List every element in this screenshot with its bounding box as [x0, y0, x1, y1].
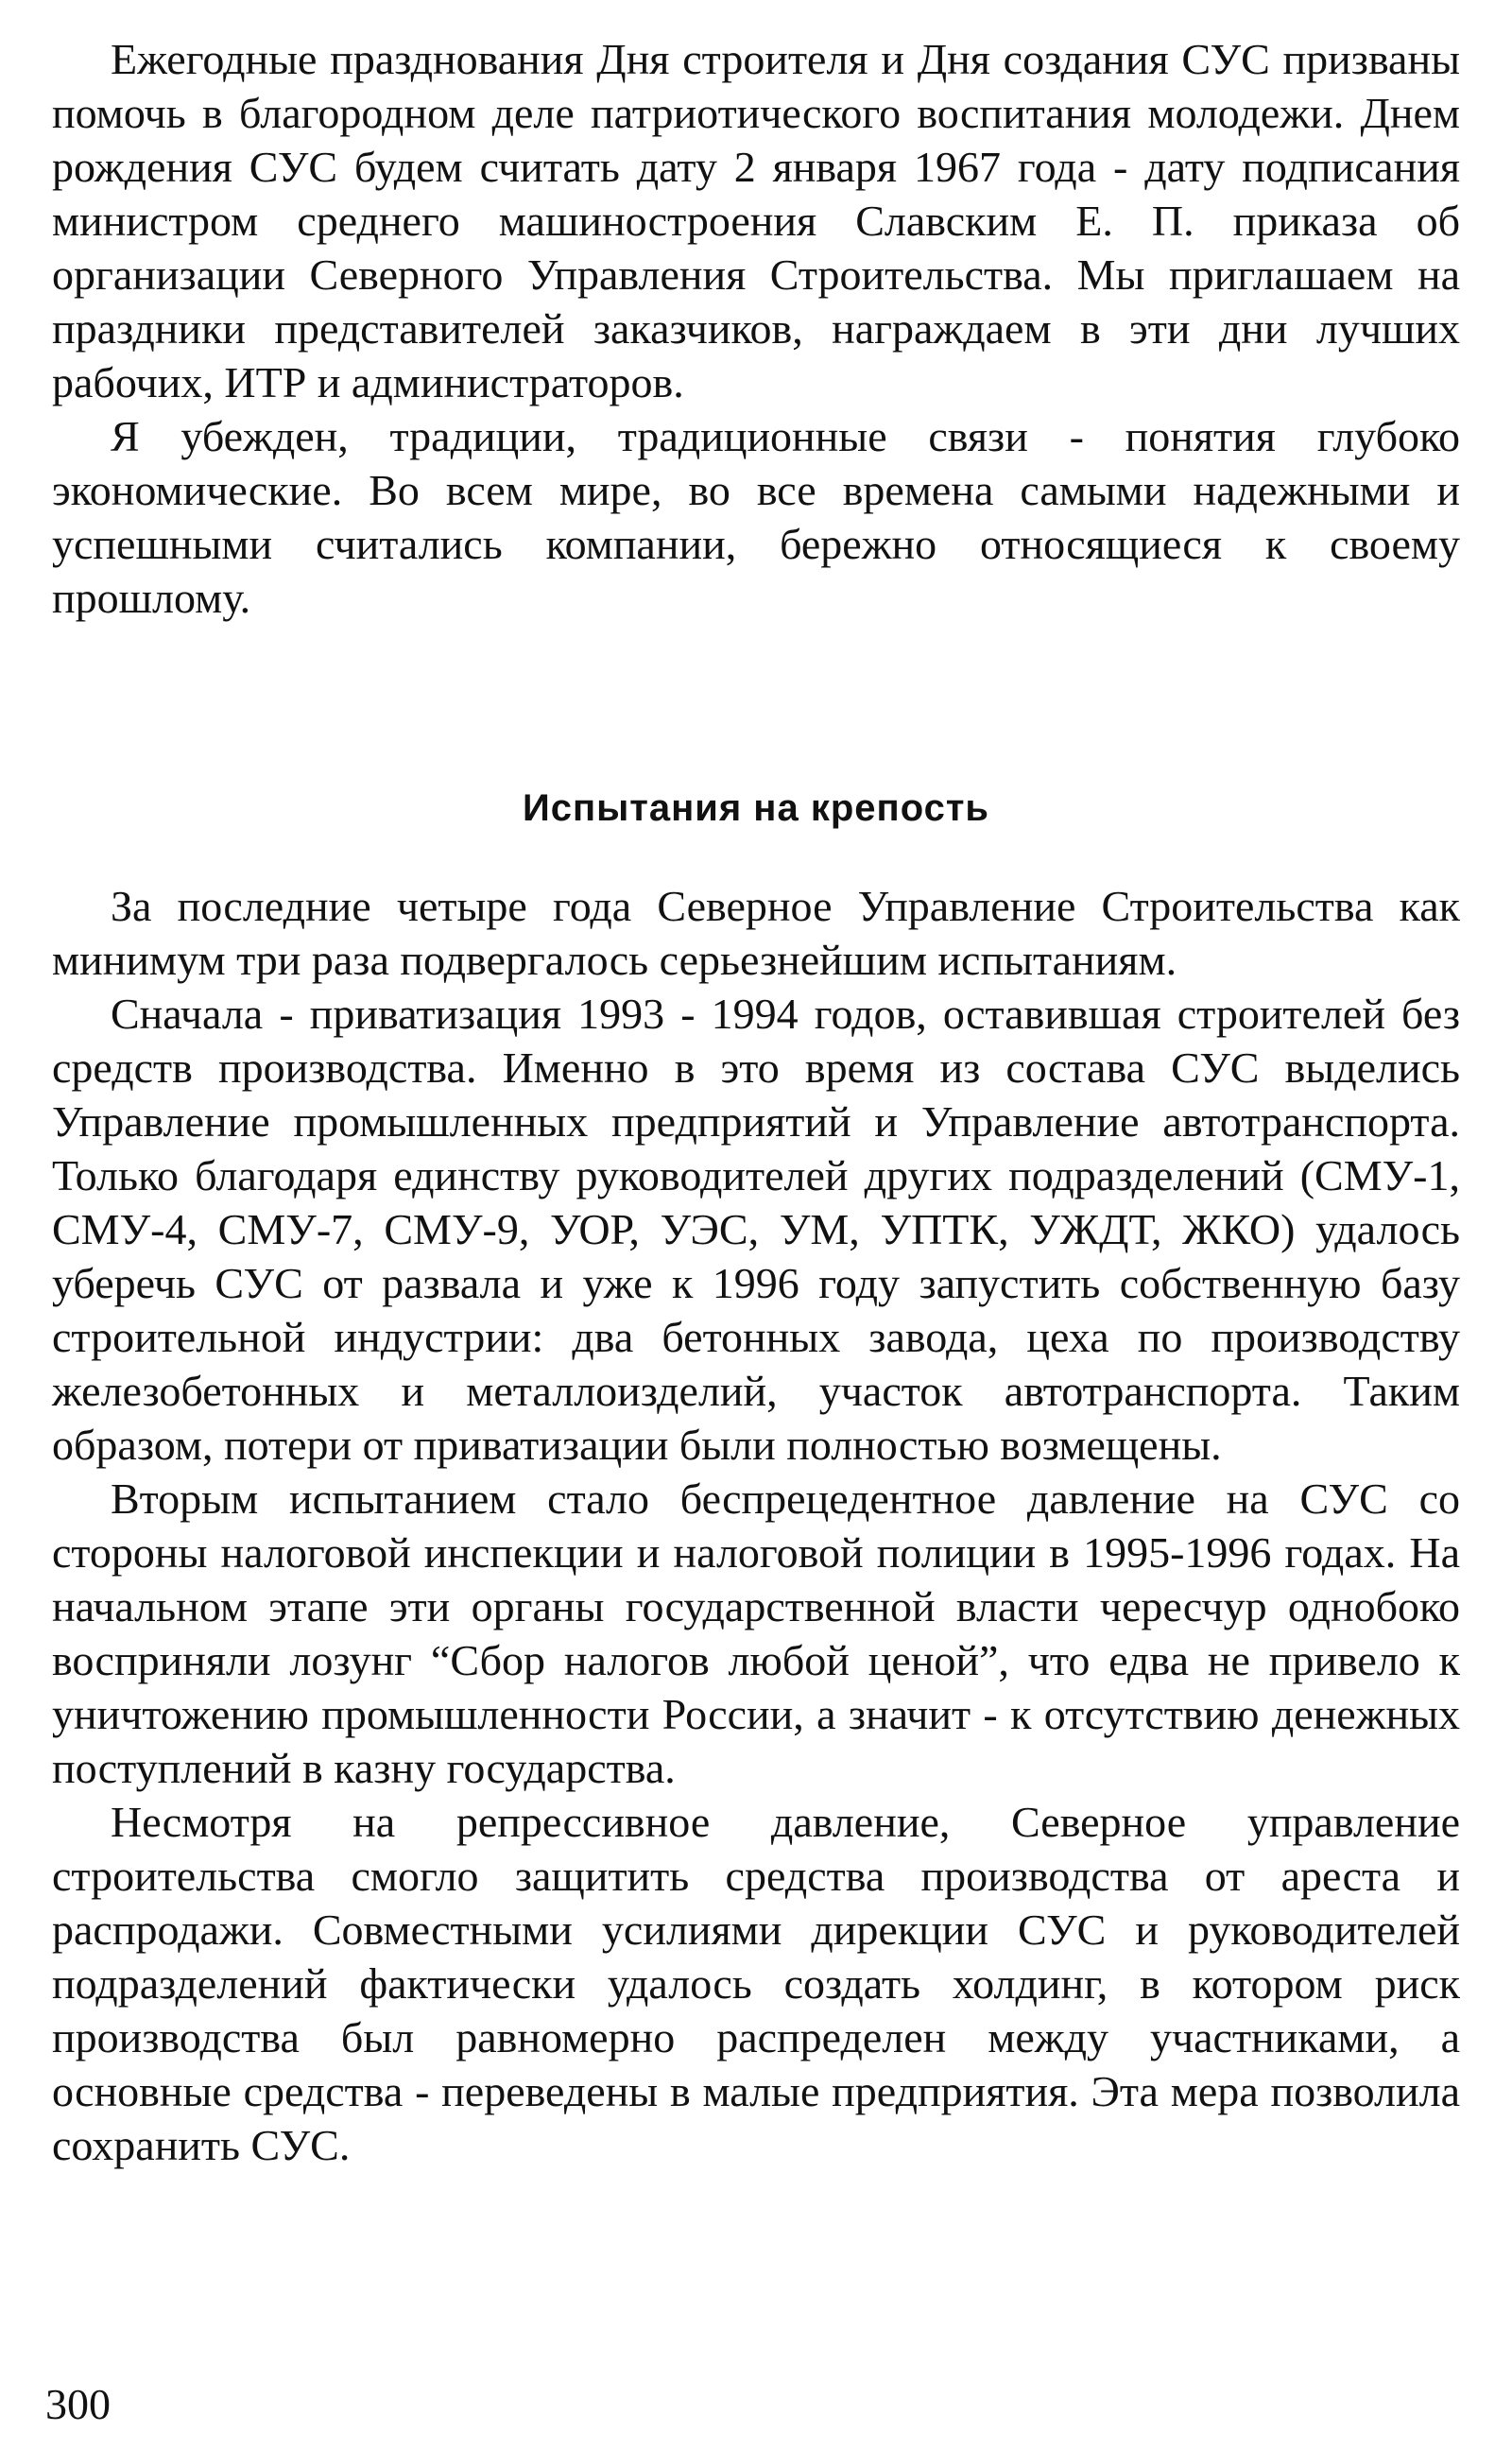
top-text-section: [52, 32, 1460, 625]
page-number: 300: [45, 2380, 111, 2428]
paragraph: Ежегодные празднования Дня строителя и Дня создания СУС призваны помочь в благородном деле патриотического воспитания молодежи. Днем рождения СУС будем считать дату 2 января 1967 года - дату подписания министром среднего машиностроения Славским Е. П. приказа об организации Северного Управления Строительства. Мы приглашаем на праздники представителей заказчиков, награждаем в эти дни лучших рабочих, ИТР и администраторов.: [52, 35, 1460, 406]
paragraph: Сначала - приватизация 1993 - 1994 годов, оставившая строителей без средств производства. Именно в это время из состава СУС выделись Управление промышленных предприятий и Управление автотранспорта. Только благодаря единству руководителей других подразделений (СМУ-1, СМУ-4, СМУ-7, СМУ-9, УОР, УЭС, УМ, УПТК, УЖДТ, ЖКО) удалось уберечь СУС от развала и уже к 1996 году запустить собственную базу строительной индустрии: два бетонных завода, цеха по производству железобетонных и металлоизделий, участок автотранспорта. Таким образом, потери от приватизации были полностью возмещены.: [52, 990, 1460, 1469]
main-text-section: [52, 879, 1460, 2172]
paragraph: Несмотря на репрессивное давление, Северное управление строительства смогло защитить средства производства от ареста и распродажи. Совместными усилиями дирекции СУС и руководителей подразделений фактически удалось создать холдинг, в котором риск производства был равномерно распределен между участниками, а основные средства - переведены в малые предприятия. Эта мера позволила сохранить СУС.: [52, 1798, 1460, 2169]
paragraph: Вторым испытанием стало беспрецедентное давление на СУС со стороны налоговой инспекции и налоговой полиции в 1995-1996 годах. На начальном этапе эти органы государственной власти чересчур однобоко восприняли лозунг “Сбор налогов любой ценой”, что едва не привело к уничтожению промышленности России, а значит - к отсутствию денежных поступлений в казну государства.: [52, 1475, 1460, 1792]
paragraph: За последние четыре года Северное Управление Строительства как минимум три раза подвергалось серьезнейшим испытаниям.: [52, 882, 1460, 984]
paragraph: Я убежден, традиции, традиционные связи - понятия глубоко экономические. Во всем мире, во все времена самыми надежными и успешными считались компании, бережно относящиеся к своему прошлому.: [52, 412, 1460, 622]
section-heading: Испытания на крепость: [522, 787, 990, 829]
